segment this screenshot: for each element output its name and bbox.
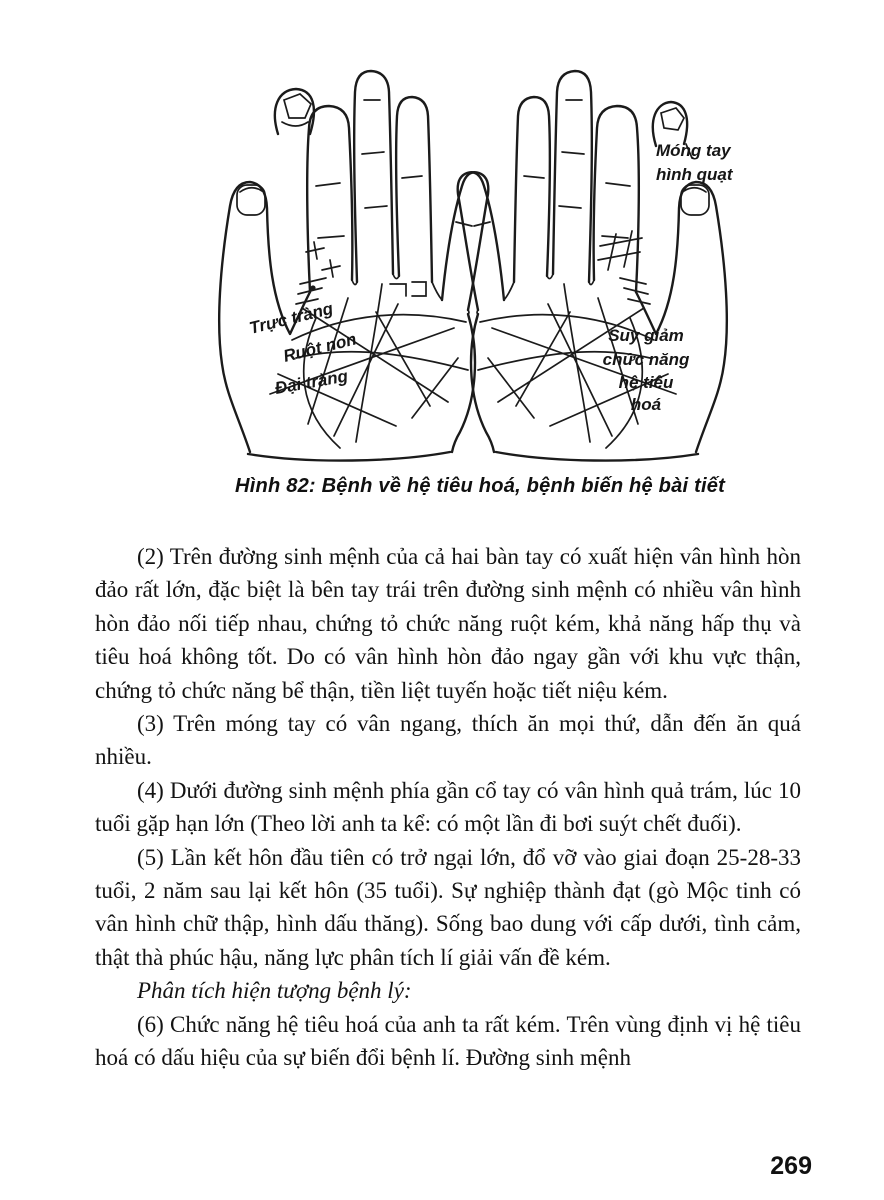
page-number: 269 bbox=[770, 1152, 812, 1180]
label-he-tieu: hệ tiêu bbox=[618, 373, 674, 392]
label-fan-nail-line1: Móng tay bbox=[656, 141, 731, 160]
paragraph-4: (4) Dưới đường sinh mệnh phía gần cổ tay có vân hình quả trám, lúc 10 tuổi gặp hạn lớn (Theo lời anh ta kể: có một lần đi bơi suýt chết đuối). bbox=[95, 777, 801, 837]
label-truc-trang: Trực tràng bbox=[247, 298, 335, 338]
label-ruot-non: Ruột non bbox=[281, 329, 359, 366]
figure-illustration bbox=[150, 56, 750, 470]
label-suy-giam: Suy giảm bbox=[608, 326, 684, 345]
left-hand-drawing bbox=[219, 71, 488, 461]
paragraph-3: (3) Trên móng tay có vân ngang, thích ăn mọi thứ, dẫn đến ăn quá nhiều. bbox=[95, 711, 801, 770]
paragraph-5: (5) Lần kết hôn đầu tiên có trở ngại lớn, đổ vỡ vào giai đoạn 25-28-33 tuổi, 2 năm sau lại kết hôn (35 tuổi). Sự nghiệp thành đạt (gò Mộc tinh có vân hình chữ thập, hình dấu thăng). Sống bao dung với cấp dưới, tình cảm, thật thà phúc hậu, năng lực phân tích lí giải vấn đề kém. bbox=[95, 844, 801, 970]
paragraph-2: (2) Trên đường sinh mệnh của cả hai bàn tay có xuất hiện vân hình hòn đảo rất lớn, đặc biệt là bên tay trái trên đường sinh mệnh có nhiều vân hình hòn đảo nối tiếp nhau, chứng tỏ chức năng ruột kém, khả năng hấp thụ và tiêu hoá không tốt. Do có vân hình hòn đảo ngay gần với khu vực thận, chứng tỏ chức năng bể thận, tiền liệt tuyến hoặc tiết niệu kém. bbox=[95, 544, 801, 703]
label-fan-nail-line2: hình quạt bbox=[656, 165, 733, 184]
paragraph-6: (6) Chức năng hệ tiêu hoá của anh ta rất kém. Trên vùng định vị hệ tiêu hoá có dấu hiệu của sự biến đổi bệnh lí. Đường sinh mệnh bbox=[95, 1011, 801, 1071]
figure-caption: Hình 82: Bệnh về hệ tiêu hoá, bệnh biến hệ bài tiết bbox=[234, 474, 725, 497]
label-dai-trang: Đại tràng bbox=[273, 366, 350, 398]
label-chuc-nang: chức năng bbox=[602, 350, 690, 369]
label-hoa: hoá bbox=[630, 395, 662, 414]
section-heading-italic: Phân tích hiện tượng bệnh lý: bbox=[137, 978, 412, 1004]
palm-diagram bbox=[150, 56, 750, 470]
page-number-row bbox=[0, 1152, 884, 1181]
body-text bbox=[95, 540, 801, 1075]
